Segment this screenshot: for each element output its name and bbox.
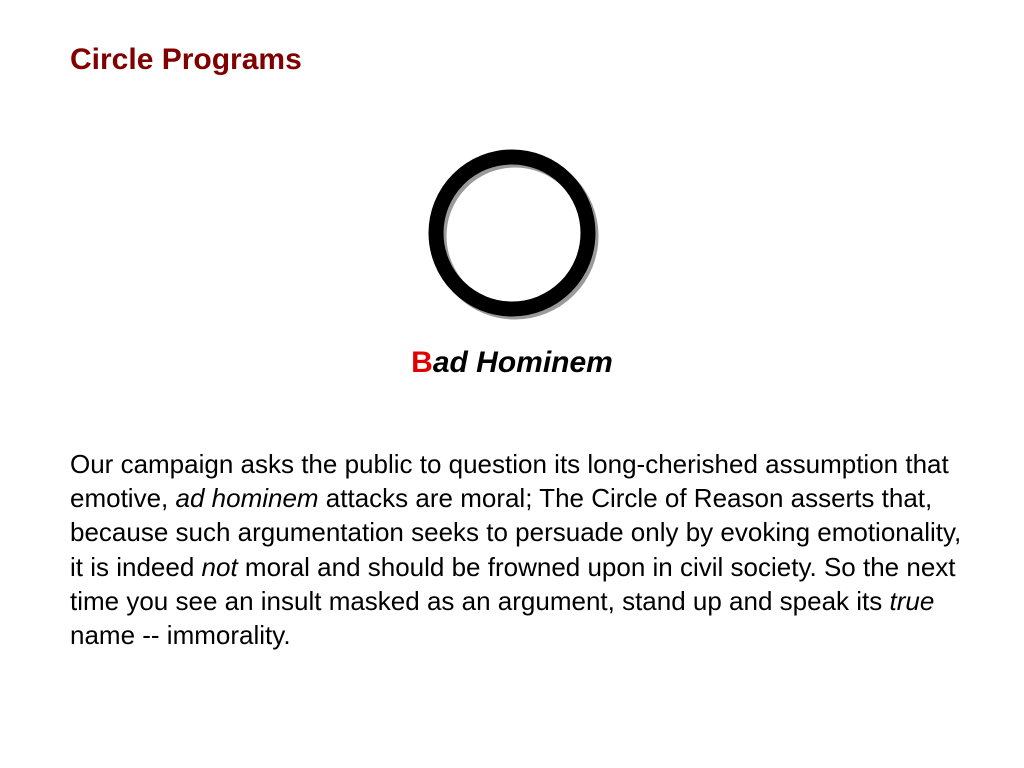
body-paragraph bbox=[70, 447, 970, 652]
body-emphasis: ad hominem bbox=[175, 483, 319, 514]
circle-ring-icon bbox=[418, 138, 608, 328]
subtitle-text: ad Hominem bbox=[432, 346, 613, 379]
subtitle-accent-letter: B bbox=[411, 346, 433, 379]
body-text-segment: moral and should be frowned upon in civil society. So the next time you see an insult masked as an argument, stand up and speak its bbox=[70, 551, 956, 616]
body-text-segment: Our campaign asks the public to question its long-cherished assumption that emotive, bbox=[70, 449, 949, 514]
body-emphasis: not bbox=[201, 551, 238, 582]
page-title: Circle Programs bbox=[70, 43, 302, 76]
body-text-segment: name -- immorality. bbox=[70, 620, 291, 651]
body-text-segment: attacks are moral; The Circle of Reason asserts that, because such argumentation seeks to persuade only by evoking emotionality, it is indeed bbox=[70, 483, 962, 582]
circle-ring bbox=[436, 157, 588, 309]
subtitle bbox=[0, 343, 1024, 383]
body-emphasis: true bbox=[889, 585, 935, 616]
